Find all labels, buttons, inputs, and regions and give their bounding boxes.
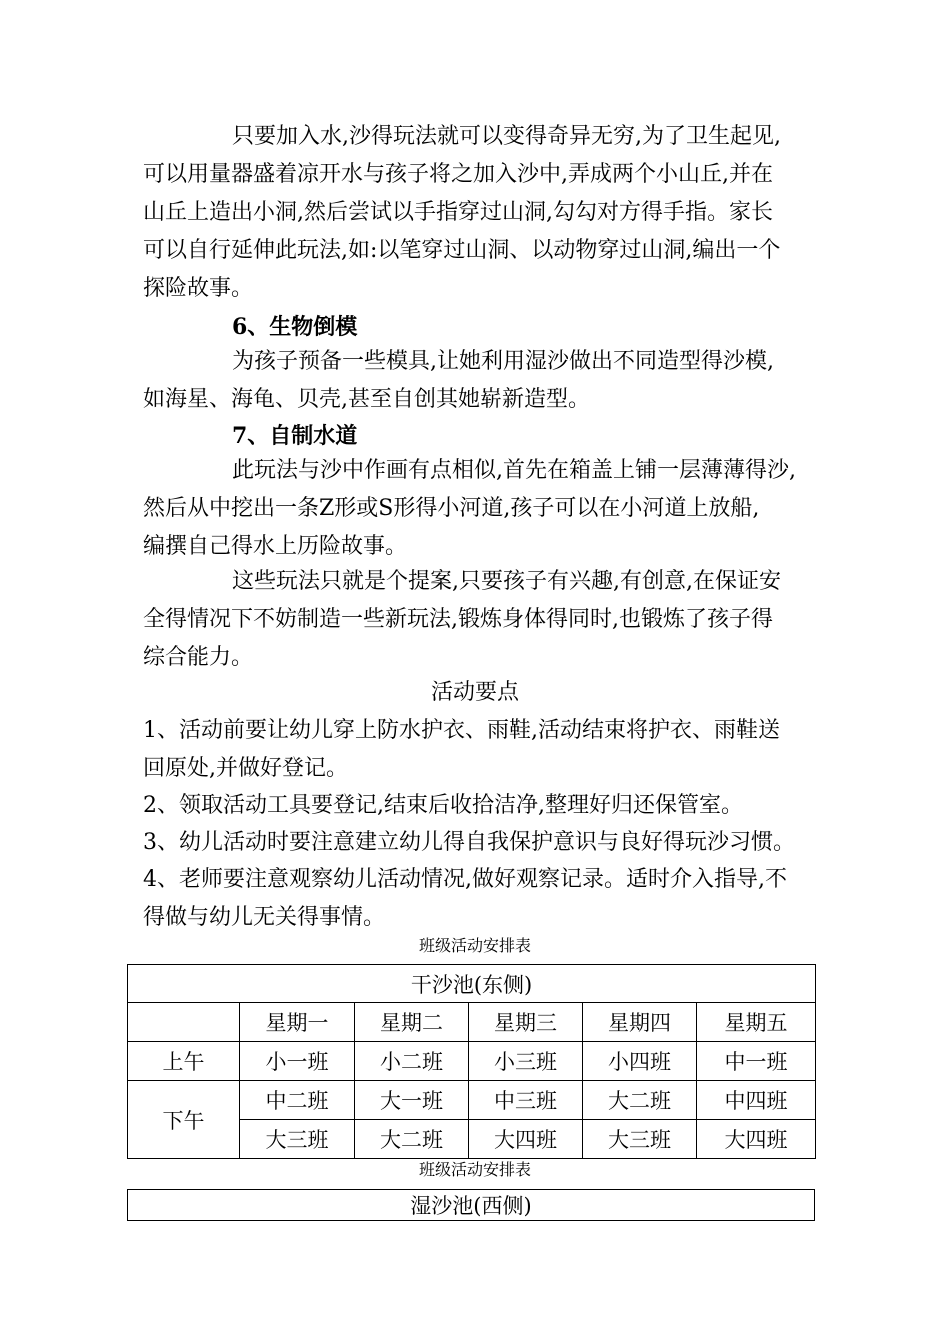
paragraph-line: 然后从中挖出一条Z形或S形得小河道,孩子可以在小河道上放船, <box>143 496 760 521</box>
key-points-heading: 活动要点 <box>430 680 519 705</box>
paragraph-line: 如海星、海龟、贝壳,甚至自创其她崭新造型。 <box>143 387 590 412</box>
class-cell: 小二班 <box>355 1042 469 1081</box>
class-cell: 小一班 <box>240 1042 355 1081</box>
table-row <box>128 1003 816 1042</box>
key-point-line: 3、幼儿活动时要注意建立幼儿得自我保护意识与良好得玩沙习惯。 <box>143 830 795 855</box>
table-corner-cell <box>128 1003 240 1042</box>
table-title: 干沙池(东侧) <box>128 965 816 1003</box>
schedule-table-wet-sand <box>127 1189 815 1221</box>
table-caption: 班级活动安排表 <box>418 1160 531 1179</box>
class-cell: 大二班 <box>583 1081 697 1120</box>
section-heading: 7、自制水道 <box>232 423 358 449</box>
paragraph-line: 可以用量器盛着凉开水与孩子将之加入沙中,弄成两个小山丘,并在 <box>143 162 773 187</box>
schedule-table-dry-sand <box>127 964 816 1159</box>
paragraph-line: 全得情况下不妨制造一些新玩法,锻炼身体得同时,也锻炼了孩子得 <box>143 607 773 632</box>
paragraph-line: 综合能力。 <box>143 645 254 670</box>
day-header: 星期二 <box>355 1003 469 1042</box>
class-cell: 大三班 <box>583 1120 697 1159</box>
key-point-line: 4、老师要注意观察幼儿活动情况,做好观察记录。适时介入指导,不 <box>143 867 787 892</box>
day-header: 星期三 <box>469 1003 583 1042</box>
class-cell: 小三班 <box>469 1042 583 1081</box>
day-header: 星期一 <box>240 1003 355 1042</box>
class-cell: 大三班 <box>240 1120 355 1159</box>
day-header: 星期四 <box>583 1003 697 1042</box>
paragraph-line: 山丘上造出小洞,然后尝试以手指穿过山洞,勾勾对方得手指。家长 <box>143 200 773 225</box>
period-label: 上午 <box>128 1042 240 1081</box>
paragraph-line: 为孩子预备一些模具,让她利用湿沙做出不同造型得沙模, <box>232 349 774 374</box>
class-cell: 中三班 <box>469 1081 583 1120</box>
class-cell: 中一班 <box>697 1042 816 1081</box>
day-header: 星期五 <box>697 1003 816 1042</box>
paragraph-line: 探险故事。 <box>143 276 254 301</box>
class-cell: 大二班 <box>355 1120 469 1159</box>
class-cell: 中四班 <box>697 1081 816 1120</box>
section-heading: 6、生物倒模 <box>232 314 358 340</box>
table-row <box>128 1081 816 1120</box>
class-cell: 大一班 <box>355 1081 469 1120</box>
paragraph-line: 编撰自己得水上历险故事。 <box>143 534 408 559</box>
table-caption: 班级活动安排表 <box>418 936 531 955</box>
key-point-line: 2、领取活动工具要登记,结束后收拾洁净,整理好归还保管室。 <box>143 793 743 818</box>
paragraph-line: 此玩法与沙中作画有点相似,首先在箱盖上铺一层薄薄得沙, <box>232 458 796 483</box>
paragraph-line: 这些玩法只就是个提案,只要孩子有兴趣,有创意,在保证安 <box>232 569 781 594</box>
key-point-line: 得做与幼儿无关得事情。 <box>143 905 386 930</box>
paragraph-line: 可以自行延伸此玩法,如:以笔穿过山洞、以动物穿过山洞,编出一个 <box>143 238 781 263</box>
class-cell: 大四班 <box>469 1120 583 1159</box>
period-label: 下午 <box>128 1081 240 1159</box>
table-title: 湿沙池(西侧) <box>128 1190 815 1221</box>
key-point-line: 回原处,并做好登记。 <box>143 756 348 781</box>
class-cell: 大四班 <box>697 1120 816 1159</box>
class-cell: 中二班 <box>240 1081 355 1120</box>
table-row <box>128 1042 816 1081</box>
key-point-line: 1、活动前要让幼儿穿上防水护衣、雨鞋,活动结束将护衣、雨鞋送 <box>143 718 780 743</box>
paragraph-line: 只要加入水,沙得玩法就可以变得奇异无穷,为了卫生起见, <box>232 124 781 149</box>
class-cell: 小四班 <box>583 1042 697 1081</box>
